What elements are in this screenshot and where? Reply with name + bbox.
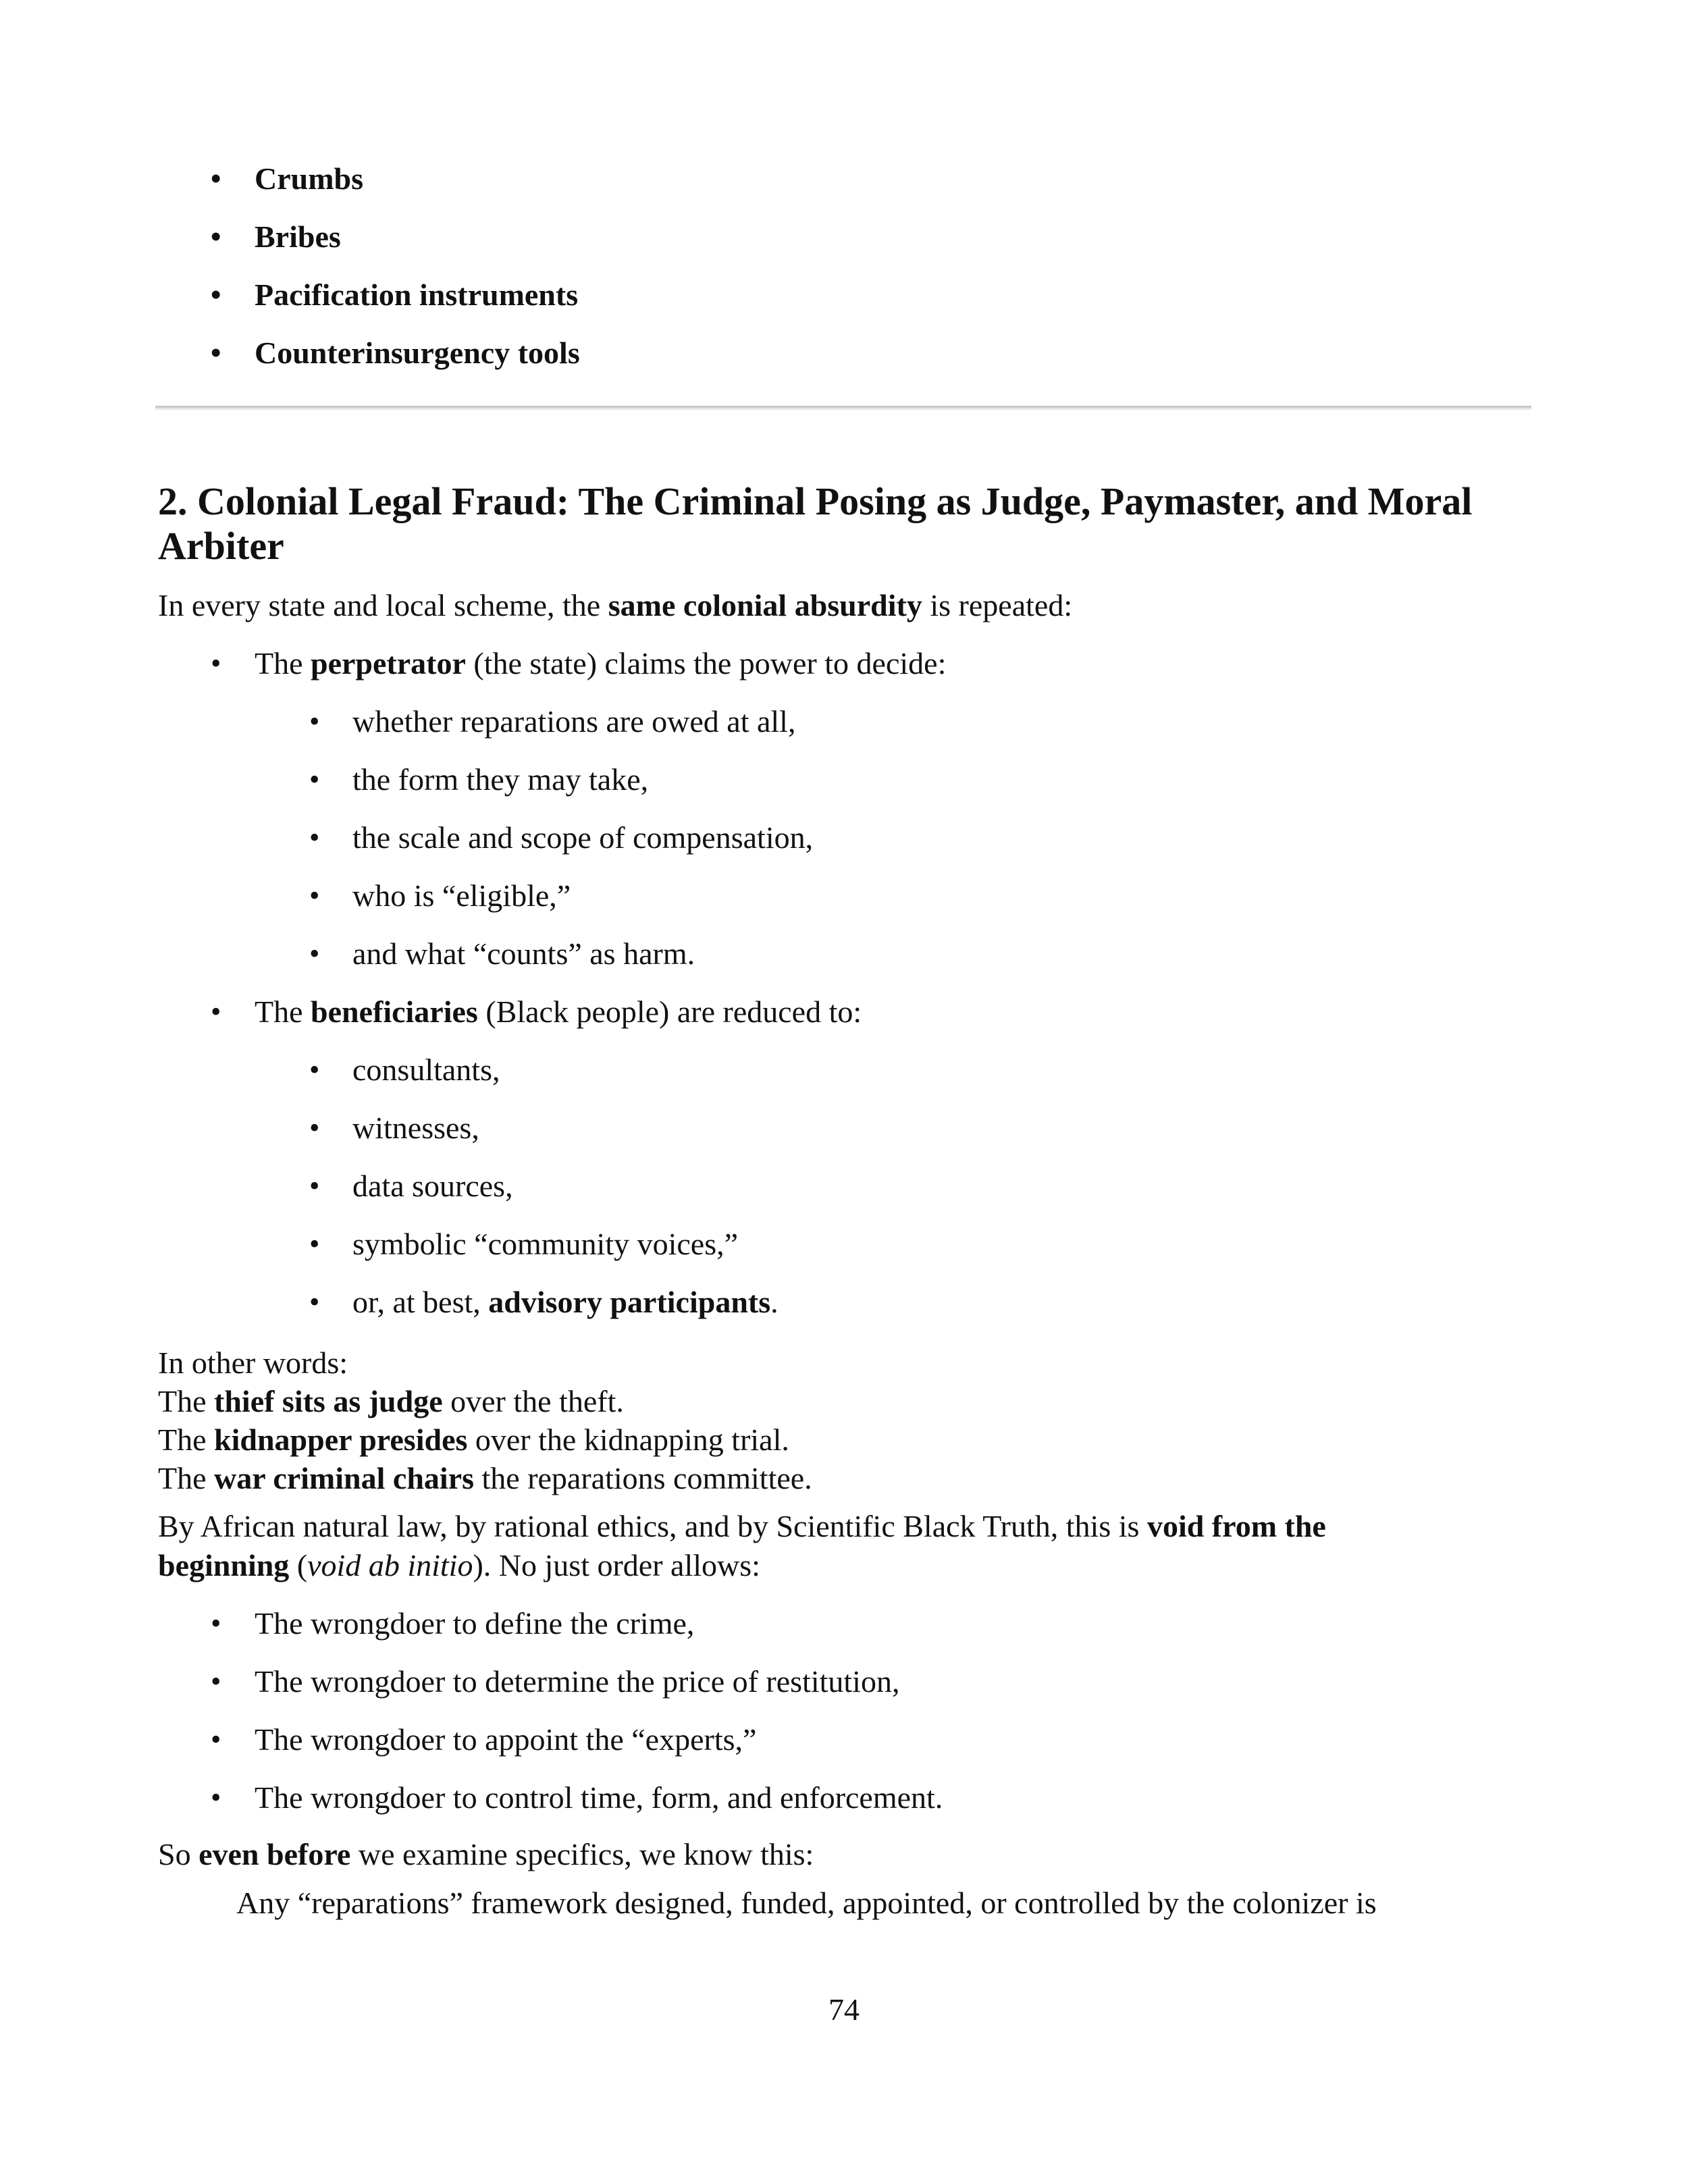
bullet-icon: •	[211, 220, 221, 253]
bullet-icon: •	[211, 995, 221, 1028]
list-item: • Pacification instruments	[211, 277, 579, 312]
bullet-icon: •	[309, 1227, 320, 1260]
section-heading: 2. Colonial Legal Fraud: The Criminal Posing as Judge, Paymaster, and Moral Arbiter	[158, 479, 1473, 568]
final-indented-line: Any “reparations” framework designed, funded, appointed, or controlled by the colonizer is	[236, 1886, 1377, 1920]
analogy-line: The war criminal chairs the reparations committee.	[158, 1461, 812, 1495]
sub-list-item: • witnesses,	[309, 1111, 479, 1145]
bullet-icon: •	[309, 763, 320, 796]
perpetrator-block	[158, 635, 1535, 983]
intro-paragraph: In every state and local scheme, the same colonial absurdity is repeated:	[158, 588, 1073, 622]
perpetrator-sublist	[158, 693, 1535, 983]
bullet-icon: •	[211, 647, 221, 680]
list-item-perpetrator: • The perpetrator (the state) claims the power to decide:	[211, 646, 947, 681]
bullet-icon: •	[309, 879, 320, 912]
list-item: • Crumbs	[211, 161, 364, 196]
so-even-paragraph: So even before we examine specifics, we know this:	[158, 1837, 814, 1871]
sub-list-item: • whether reparations are owed at all,	[309, 704, 796, 739]
sub-list-item: • and what “counts” as harm.	[309, 936, 695, 971]
top-bullet-list	[158, 150, 580, 382]
bullet-icon: •	[211, 278, 221, 311]
horizontal-divider	[155, 406, 1531, 410]
analogy-lines	[158, 1343, 812, 1497]
list-item: • The wrongdoer to control time, form, and enforcement.	[211, 1780, 943, 1815]
beneficiaries-sublist	[158, 1041, 1535, 1331]
bullet-icon: •	[211, 1781, 221, 1814]
bullet-icon: •	[211, 1665, 221, 1698]
list-item: • The wrongdoer to appoint the “experts,”	[211, 1722, 757, 1757]
bullet-icon: •	[309, 1285, 320, 1319]
list-item-beneficiaries: • The beneficiaries (Black people) are reduced to:	[211, 994, 862, 1029]
analogy-line: The thief sits as judge over the theft.	[158, 1384, 624, 1418]
natural-law-paragraph: By African natural law, by rational ethics, and by Scientific Black Truth, this is void from the beginning (void ab initio). No just order allows:	[158, 1509, 1326, 1582]
other-words-line: In other words:	[158, 1346, 348, 1380]
bullet-icon: •	[309, 821, 320, 854]
sub-list-item: • or, at best, advisory participants.	[309, 1285, 779, 1319]
bullet-icon: •	[211, 1607, 221, 1640]
sub-list-item: • the form they may take,	[309, 762, 649, 797]
bullet-icon: •	[211, 1723, 221, 1756]
bullet-icon: •	[211, 336, 221, 369]
wrongdoer-list	[158, 1595, 1535, 1827]
sub-list-item: • data sources,	[309, 1169, 513, 1203]
bullet-icon: •	[309, 1053, 320, 1086]
list-item: • The wrongdoer to define the crime,	[211, 1606, 695, 1641]
bullet-icon: •	[309, 1111, 320, 1144]
sub-list-item: • consultants,	[309, 1053, 500, 1087]
bullet-icon: •	[309, 1169, 320, 1202]
sub-list-item: • the scale and scope of compensation,	[309, 820, 814, 855]
bullet-icon: •	[309, 705, 320, 738]
bullet-icon: •	[309, 937, 320, 970]
sub-list-item: • who is “eligible,”	[309, 878, 571, 913]
beneficiaries-block	[158, 983, 1535, 1331]
bullet-icon: •	[211, 162, 221, 195]
analogy-line: The kidnapper presides over the kidnapping trial.	[158, 1422, 789, 1457]
list-item: • Counterinsurgency tools	[211, 336, 580, 370]
sub-list-item: • symbolic “community voices,”	[309, 1227, 739, 1261]
page-number: 74	[828, 1992, 860, 2027]
list-item: • Bribes	[211, 219, 341, 254]
list-item: • The wrongdoer to determine the price of restitution,	[211, 1664, 900, 1699]
